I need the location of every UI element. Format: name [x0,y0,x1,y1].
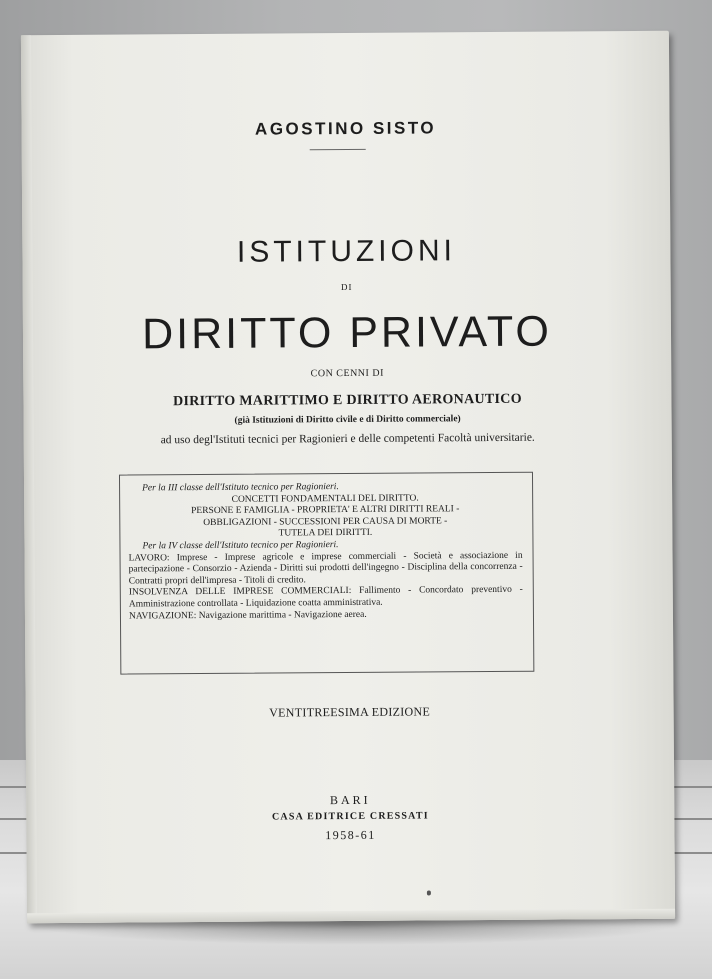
usage-line: ad uso degl'Istituti tecnici per Ragionieri e delle competenti Facoltà universitarie. [160,431,535,447]
contents-box [119,472,534,675]
navigazione-paragraph: NAVIGAZIONE: Navigazione marittima - Navigazione aerea. [128,609,367,622]
book-cover [21,31,675,924]
lavoro-paragraph: LAVORO: Imprese - Imprese agricole e imprese commerciali - Società e associazione in partecipazione - Consorzio - Azienda - Diritti sui prodotti dell'ingegno - Disciplina della concorrenza - Contratti propri dell'impresa - Titoli di credito. [128,550,523,587]
classe-3-line: PERSONE E FAMIGLIA - PROPRIETA' E ALTRI DIRITTI REALI - [191,504,460,517]
insolvenza-paragraph: INSOLVENZA DELLE IMPRESE COMMERCIALI: Fallimento - Concordato preventivo - Amministrazione controllata - Liquidazione coatta amministrativa. [128,585,523,610]
publisher-city: BARI [329,792,371,808]
publisher-name: CASA EDITRICE CRESSATI [271,810,429,823]
subtitle: DIRITTO MARITTIMO E DIRITTO AERONAUTICO [173,391,522,410]
author-underline [310,149,366,150]
classe-3-line: CONCETTI FONDAMENTALI DEL DIRITTO. [231,493,419,505]
edition: VENTITREESIMA EDIZIONE [269,704,431,720]
title-line-1: ISTITUZIONI [236,234,457,269]
classe-3-heading: Per la III classe dell'Istituto tecnico per Ragionieri. [142,482,339,494]
cover-blemish [427,890,431,895]
con-cenni-di: CON CENNI DI [310,367,384,380]
parenthetical-note: (già Istituzioni di Diritto civile e di Diritto commerciale) [234,414,461,426]
author-name: AGOSTINO SISTO [254,118,437,139]
title-di: DI [340,281,353,293]
classe-3-line: TUTELA DEI DIRITTI. [278,528,373,539]
publication-year: 1958-61 [325,827,376,843]
title-line-2: DIRITTO PRIVATO [141,307,553,359]
classe-3-line: OBBLIGAZIONI - SUCCESSIONI PER CAUSA DI MORTE - [203,516,448,528]
classe-4-heading: Per la IV classe dell'Istituto tecnico per Ragionieri. [142,540,339,552]
